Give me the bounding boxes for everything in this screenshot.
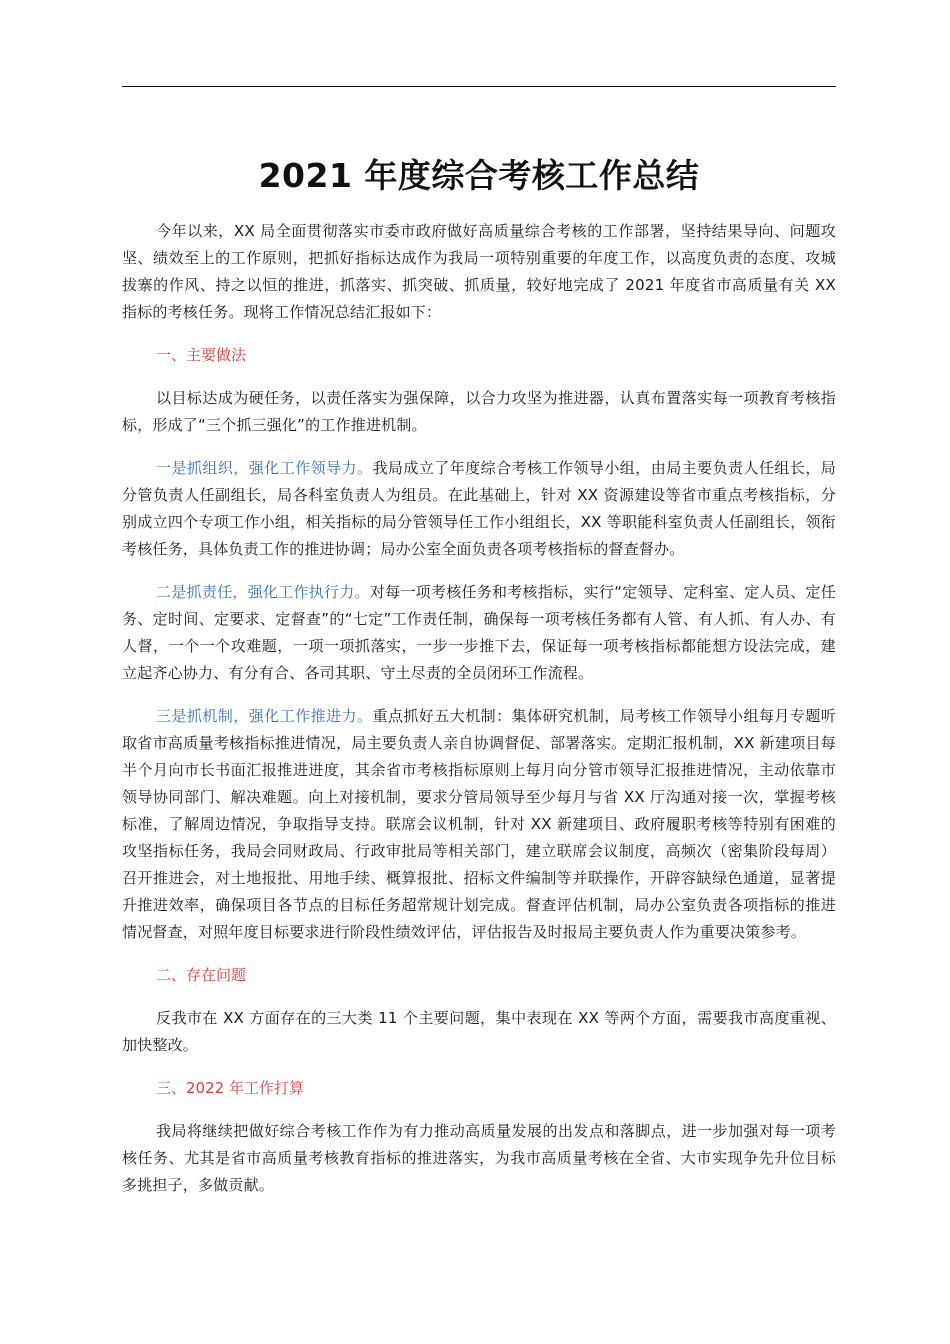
point-organization-body: 我局成立了年度综合考核工作领导小组，由局主要负责人任组长，局分管负责人任副组长，局各科室负责人为组员。在此基础上，针对 XX 资源建设等省市重点考核指标，分别成立四个专项工作小组，相关指标的局分管领导任工作小组组长，XX 等职能科室负责人任副组长，领衔考核任务，具体负责工作的推进协调；局办公室全面负责各项考核指标的督查督办。: [122, 459, 836, 558]
intro-paragraph: 今年以来，XX 局全面贯彻落实市委市政府做好高质量综合考核的工作部署，坚持结果导向、问题攻坚、绩效至上的工作原则，把抓好指标达成作为我局一项特别重要的年度工作，以高度负责的态度、攻城拔寨的作风、持之以恒的推进，抓落实、抓突破、抓质量，较好地完成了 2021 年度省市高质量有关 XX 指标的考核任务。现将工作情况总结汇报如下：: [122, 222, 836, 321]
plan-2022-paragraph: 我局将继续把做好综合考核工作作为有力推动高质量发展的出发点和落脚点，进一步加强对每一项考核任务、尤其是省市高质量考核教育指标的推进落实，为我市高质量考核在全省、大市实现争先升位目标多挑担子，多做贡献。: [122, 1122, 836, 1194]
point-responsibility: [122, 579, 836, 687]
section-heading-problems: 二、存在问题: [156, 966, 247, 984]
point-mechanism-lead: 三是抓机制，强化工作推进力。: [156, 707, 373, 725]
point-responsibility-body: 对每一项考核任务和考核指标，实行“定领导、定科室、定人员、定任务、定时间、定要求、定督查”的“七定”工作责任制，确保每一项考核任务都有人管、有人抓、有人办、有人督，一个一个攻难题，一项一项抓落实，一步一步推下去，保证每一项考核指标都能想方设法完成，建立起齐心协力、有分有合、各司其职、守土尽责的全员闭环工作流程。: [122, 583, 836, 682]
document-title: 2021 年度综合考核工作总结: [258, 156, 700, 195]
point-organization: [122, 455, 836, 563]
section-heading-plan-2022: 三、2022 年工作打算: [156, 1079, 304, 1097]
problems-paragraph: 反我市在 XX 方面存在的三大类 11 个主要问题，集中表现在 XX 等两个方面，需要我市高度重视、加快整改。: [122, 1009, 836, 1054]
point-mechanism-body: 重点抓好五大机制：集体研究机制，局考核工作领导小组每月专题听取省市高质量考核指标推进情况，局主要负责人亲自协调督促、部署落实。定期汇报机制，XX 新建项目每半个月向市长书面汇报推进进度，其余省市考核指标原则上每月向分管市领导汇报推进情况，主动依靠市领导协同部门、解决难题。向上对接机制，要求分管局领导至少每月与省 XX 厅沟通对接一次，掌握考核标准，了解周边情况，争取指导支持。联席会议机制，针对 XX 新建项目、政府履职考核等特别有困难的攻坚指标任务，我局会同财政局、行政审批局等相关部门，建立联席会议制度，高频次（密集阶段每周）召开推进会，对土地报批、用地手续、概算报批、招标文件编制等并联操作，开辟容缺绿色通道，显著提升推进效率，确保项目各节点的目标任务超常规计划完成。督查评估机制，局办公室负责各项指标的推进情况督查，对照年度目标要求进行阶段性绩效评估，评估报告及时报局主要负责人作为重要决策参考。: [122, 707, 836, 941]
point-mechanism: [122, 703, 836, 946]
header-rule: [122, 86, 836, 87]
main-practices-summary: 以目标达成为硬任务，以责任落实为强保障，以合力攻坚为推进器，认真布置落实每一项教育考核指标，形成了“三个抓三强化”的工作推进机制。: [122, 389, 836, 434]
point-organization-lead: 一是抓组织，强化工作领导力。: [156, 459, 373, 477]
section-heading-main-practices: 一、主要做法: [156, 346, 247, 364]
document-body: [122, 218, 836, 1215]
point-responsibility-lead: 二是抓责任，强化工作执行力。: [156, 583, 370, 601]
